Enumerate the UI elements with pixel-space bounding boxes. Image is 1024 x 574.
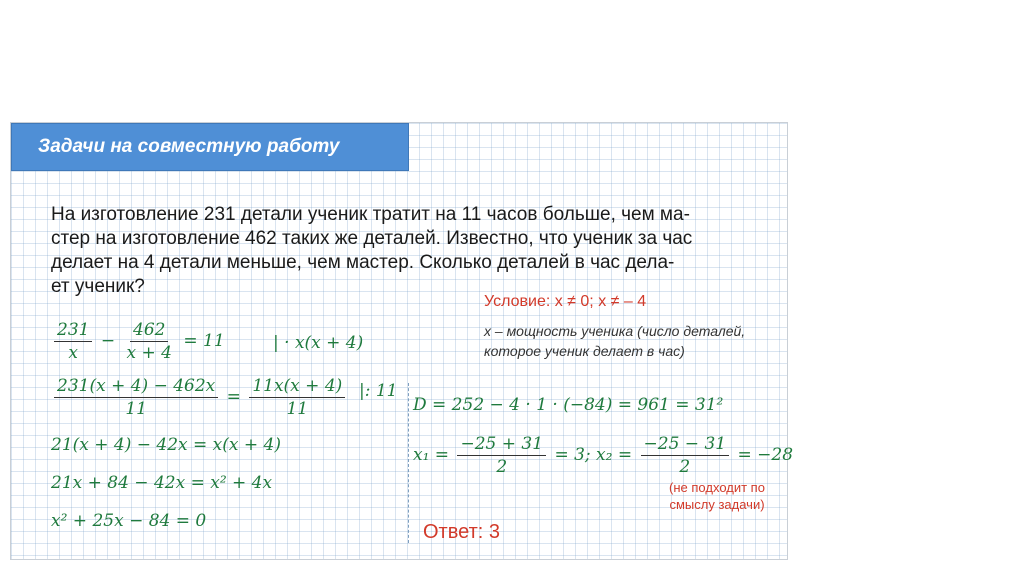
problem-statement [51,203,771,299]
divide-step: |: 11 [359,381,398,401]
equation-2 [51,375,348,420]
numerator: −25 + 31 [457,433,546,456]
numerator: 11x(x + 4) [249,375,345,398]
problem-line: ет ученик? [51,276,145,297]
root-1-value: = 3; [554,445,591,465]
numerator: −25 − 31 [641,433,730,456]
operator: = [226,387,241,407]
equation-3: 21(x + 4) − 42x = x(x + 4) [51,435,281,455]
multiply-step: | · x(x + 4) [273,333,364,353]
equation-4: 21x + 84 − 42x = x² + 4x [51,473,273,493]
title-banner [11,123,409,171]
problem-line: стер на изготовление 462 таких же деталей. Известно, что ученик за час [51,228,693,249]
slide [10,122,794,560]
denominator: x + 4 [126,343,172,363]
problem-line: На изготовление 231 детали ученик тратит на 11 часов больше, чем ма- [51,204,690,225]
denominator: 2 [679,457,691,477]
numerator: 231 [54,319,92,342]
equation-1 [51,319,225,364]
denominator: 2 [496,457,508,477]
numerator: 462 [130,319,168,342]
column-divider [408,383,409,543]
fraction [457,433,546,478]
denominator: x [68,343,79,363]
right-hand-side: = 11 [183,331,225,351]
problem-line: делает на 4 детали меньше, чем мастер. Сколько деталей в час дела- [51,252,675,273]
equation-5: x² + 25x − 84 = 0 [51,511,207,531]
discriminant: D = 252 − 4 · 1 · (−84) = 961 = 31² [413,395,724,415]
variable-note: x – мощность ученика (число деталей, которое ученик делает в час) [484,323,746,359]
fraction [249,375,345,420]
fraction [54,375,218,420]
fraction [54,319,92,364]
answer: Ответ: 3 [423,521,500,543]
fraction [641,433,730,478]
numerator: 231(x + 4) − 462x [54,375,218,398]
roots [413,433,793,478]
operator: − [100,331,116,351]
root-2-value: = −28 [737,445,794,465]
root-2-label: x₂ = [596,445,633,465]
slide-title: Задачи на совместную работу [38,136,340,157]
fraction [124,319,175,364]
unfit-root-note: (не подходит по смыслу задачи) [669,480,765,512]
condition: Условие: x ≠ 0; x ≠ – 4 [484,293,647,310]
root-1-label: x₁ = [413,445,450,465]
denominator: 11 [125,399,147,419]
denominator: 11 [286,399,309,419]
